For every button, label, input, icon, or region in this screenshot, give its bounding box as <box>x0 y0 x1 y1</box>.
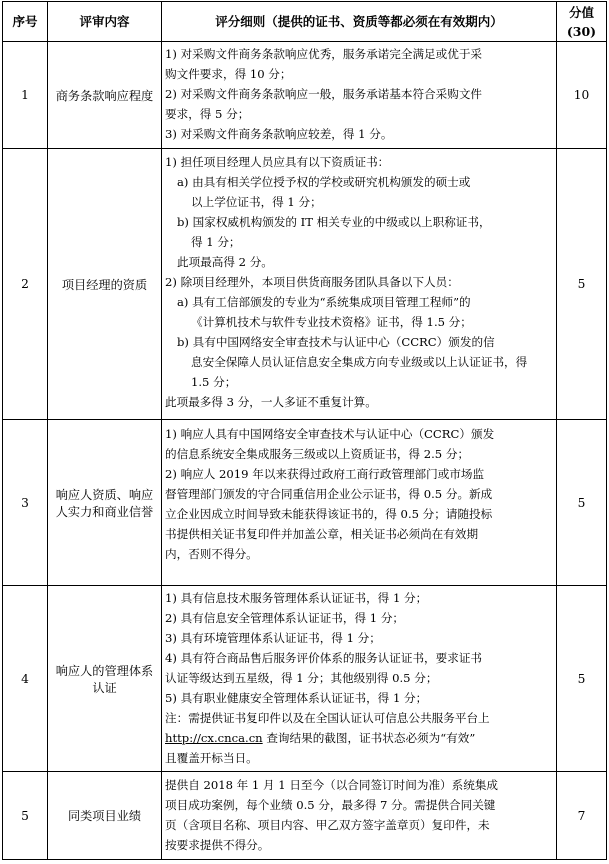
detail-line: 以上学位证书，得 1 分； <box>191 195 322 209</box>
detail-line: 2) 响应人 2019 年以来获得过政府工商行政管理部门或市场监 <box>165 467 485 481</box>
detail-text: 查询结果的截图，证书状态必须为“有效” <box>262 731 476 745</box>
row-item-line: 响应人资质、响应 <box>55 487 154 502</box>
detail-line: 且覆盖开标当日。 <box>165 751 258 765</box>
detail-line: b) 国家权威机构颁发的 IT 相关专业的中级或以上职称证书， <box>177 215 491 229</box>
detail-line: 3) 具有环境管理体系认证证书，得 1 分； <box>165 631 381 645</box>
row-detail <box>162 586 557 772</box>
header-score-label: 分值 <box>568 4 594 20</box>
detail-line: 提供自 2018 年 1 月 1 日至今（以合同签订时间为准）系统集成 <box>165 778 499 792</box>
detail-line: 立企业因成立时间导致未能获得该证书的，得 0.5 分；请随投标 <box>165 507 493 521</box>
header-item: 评审内容 <box>48 2 162 42</box>
table-row <box>3 149 607 420</box>
row-item-line: 人实力和商业信誉 <box>55 504 154 519</box>
detail-line: 项目成功案例，每个业绩 0.5 分，最多得 7 分。需提供合同关键 <box>165 798 496 812</box>
detail-line: a) 由具有相关学位授予权的学校或研究机构颁发的硕士或 <box>177 175 471 189</box>
row-seq: 2 <box>3 149 48 420</box>
row-score: 5 <box>557 149 607 420</box>
detail-line: 此项最多得 3 分，一人多证不重复计算。 <box>165 395 377 409</box>
detail-line: a) 具有工信部颁发的专业为“系统集成项目管理工程师”的 <box>177 295 471 309</box>
detail-line: 1) 具有信息技术服务管理体系认证证书，得 1 分； <box>165 591 428 605</box>
detail-line: 《计算机技术与软件专业技术资格》证书，得 1.5 分； <box>191 315 472 329</box>
table-row <box>3 772 607 860</box>
detail-line: 认证等级达到五星级，得 1 分；其他级别得 0.5 分； <box>165 671 438 685</box>
row-seq: 3 <box>3 420 48 586</box>
table-row <box>3 586 607 772</box>
detail-line: 2) 具有信息安全管理体系认证证书，得 1 分； <box>165 611 405 625</box>
row-seq: 1 <box>3 42 48 149</box>
detail-line: 书提供相关证书复印件并加盖公章，相关证书必须尚在有效期 <box>165 527 479 541</box>
detail-line: 5) 具有职业健康安全管理体系认证证书，得 1 分； <box>165 691 428 705</box>
row-score: 5 <box>557 586 607 772</box>
detail-line: 要求，得 5 分； <box>165 107 250 121</box>
detail-line: 购文件要求，得 10 分； <box>165 67 292 81</box>
header-row <box>3 2 607 42</box>
row-score: 5 <box>557 420 607 586</box>
detail-line: 得 1 分； <box>191 235 241 249</box>
detail-line: 1) 响应人具有中国网络安全审查技术与认证中心（CCRC）颁发 <box>165 427 495 441</box>
detail-line: 的信息系统安全集成服务三级或以上资质证书，得 2.5 分； <box>165 447 470 461</box>
header-score-total: (30) <box>566 23 597 39</box>
header-score <box>557 2 607 42</box>
row-item: 项目经理的资质 <box>48 149 162 420</box>
detail-line: 注：需提供证书复印件以及在全国认证认可信息公共服务平台上 <box>165 711 490 725</box>
row-detail <box>162 420 557 586</box>
detail-line: 2) 对采购文件商务条款响应一般，服务承诺基本符合采购文件 <box>165 87 483 101</box>
row-item: 同类项目业绩 <box>48 772 162 860</box>
row-detail <box>162 149 557 420</box>
detail-line: 督管理部门颁发的守合同重信用企业公示证书，得 0.5 分。新成 <box>165 487 493 501</box>
detail-line: 1.5 分； <box>191 375 237 389</box>
header-seq: 序号 <box>3 2 48 42</box>
header-detail: 评分细则（提供的证书、资质等都必须在有效期内） <box>162 2 557 42</box>
detail-line: 3) 对采购文件商务条款响应较差，得 1 分。 <box>165 127 393 141</box>
row-detail <box>162 42 557 149</box>
row-detail <box>162 772 557 860</box>
row-item: 商务条款响应程度 <box>48 42 162 149</box>
row-item <box>48 420 162 586</box>
detail-line: 按要求提供不得分。 <box>165 838 270 852</box>
detail-line: 4) 具有符合商品售后服务评价体系的服务认证证书，要求证书 <box>165 651 483 665</box>
row-item-line: 响应人的管理体系 <box>55 663 154 678</box>
detail-line: b) 具有中国网络安全审查技术与认证中心（CCRC）颁发的信 <box>177 335 495 349</box>
table-row <box>3 42 607 149</box>
row-seq: 4 <box>3 586 48 772</box>
detail-line: 息安全保障人员认证信息安全集成方向专业级或以上认证证书，得 <box>191 355 528 369</box>
row-item-line: 认证 <box>92 680 117 695</box>
row-item <box>48 586 162 772</box>
cnca-url-link[interactable]: http://cx.cnca.cn <box>165 731 263 745</box>
detail-line: 2) 除项目经理外，本项目供货商服务团队具备以下人员： <box>165 275 459 289</box>
row-score: 7 <box>557 772 607 860</box>
detail-line: 1) 对采购文件商务条款响应优秀，服务承诺完全满足或优于采 <box>165 47 483 61</box>
detail-line: 内，否则不得分。 <box>165 547 258 561</box>
detail-line <box>165 728 553 748</box>
detail-line: 页（含项目名称、项目内容、甲乙双方签字盖章页）复印件，未 <box>165 818 490 832</box>
detail-line: 1) 担任项目经理人员应具有以下资质证书： <box>165 155 390 169</box>
table-row <box>3 420 607 586</box>
scoring-table <box>2 1 607 860</box>
detail-line: 此项最高得 2 分。 <box>177 255 273 269</box>
row-score: 10 <box>557 42 607 149</box>
row-seq: 5 <box>3 772 48 860</box>
